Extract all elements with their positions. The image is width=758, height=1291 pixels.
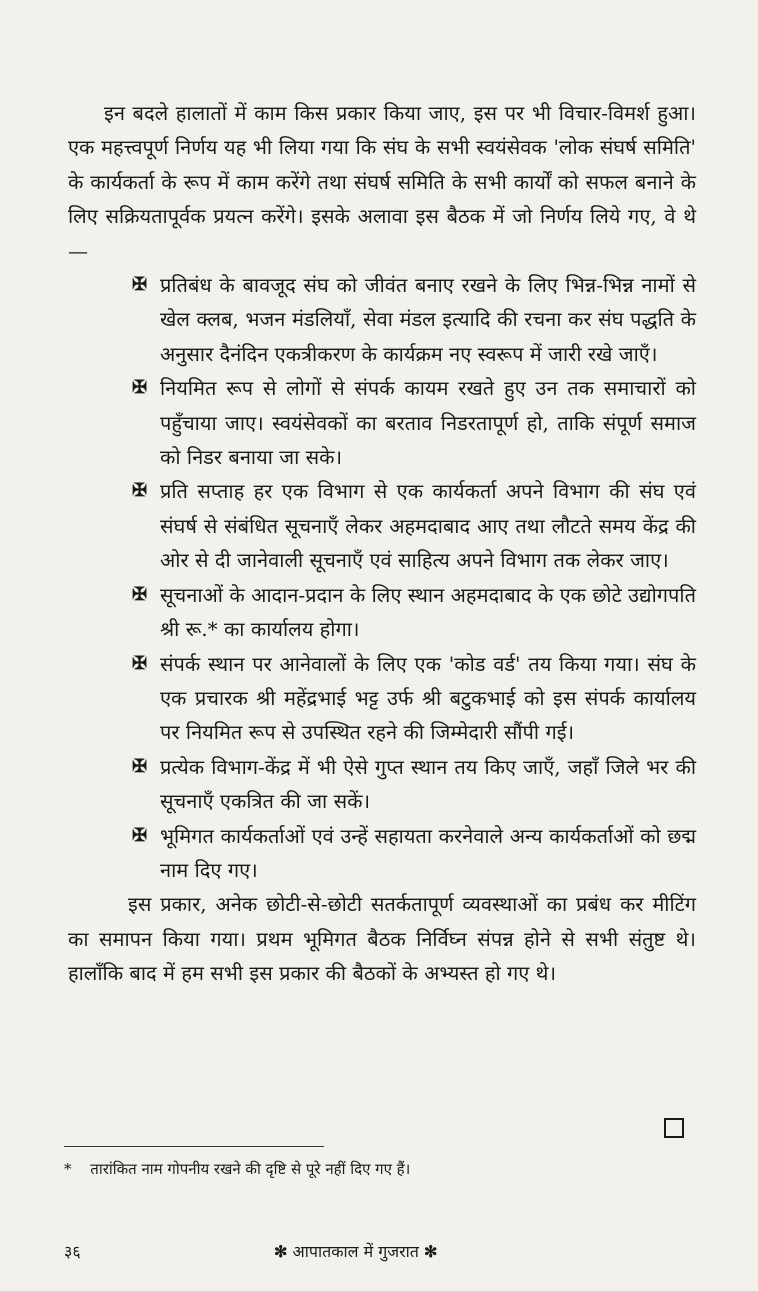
intro-paragraph: इन बदले हालातों में काम किस प्रकार किया जाए, इस पर भी विचार-विमर्श हुआ। एक महत्त्वपूर्ण निर्णय यह भी लिया गया कि संघ के सभी स्वयंसेवक 'लोक संघर्ष समिति' के कार्यकर्ता के रूप में काम करेंगे तथा संघर्ष समिति के सभी कार्यों को सफल बनाने के लिए सक्रियतापूर्वक प्रयत्न करेंगे। इसके अलावा इस बैठक में जो निर्णय लिये गए, वे थे— xyxy=(68,101,696,263)
maltese-cross-icon: ✠ xyxy=(132,755,148,777)
page-number: ३६ xyxy=(64,1242,81,1261)
list-item xyxy=(68,268,696,371)
maltese-cross-icon: ✠ xyxy=(132,583,148,605)
footnote xyxy=(64,1158,410,1180)
list-item xyxy=(68,819,696,888)
maltese-cross-icon: ✠ xyxy=(132,824,148,846)
list-item-text: प्रति सप्ताह हर एक विभाग से एक कार्यकर्ता अपने विभाग की संघ एवं संघर्ष से संबंधित सूचनाएँ लेकर अहमदाबाद आए तथा लौटते समय केंद्र की ओर से दी जानेवाली सूचनाएँ एवं साहित्य अपने विभाग तक लेकर जाए। xyxy=(160,479,696,573)
decision-list xyxy=(68,268,696,887)
closing-paragraph: इस प्रकार, अनेक छोटी-से-छोटी सतर्कतापूर्ण व्यवस्थाओं का प्रबंध कर मीटिंग का समापन किया गया। प्रथम भूमिगत बैठक निर्विघ्न संपन्न होने से सभी संतुष्ट थे। हालाँकि बाद में हम सभी इस प्रकार की बैठकों के अभ्यस्त हो गए थे। xyxy=(68,892,696,986)
footnote-marker: * xyxy=(64,1160,72,1178)
main-text xyxy=(68,96,696,991)
end-of-section-square-icon xyxy=(664,1118,684,1138)
list-item-text: नियमित रूप से लोगों से संपर्क कायम रखते हुए उन तक समाचारों को पहुँचाया जाए। स्वयंसेवकों का बरताव निडरतापूर्ण हो, ताकि संपूर्ण समाज को निडर बनाया जा सके। xyxy=(160,376,696,470)
maltese-cross-icon: ✠ xyxy=(132,652,148,674)
running-footer xyxy=(274,1240,437,1262)
list-item-text: सूचनाओं के आदान-प्रदान के लिए स्थान अहमदाबाद के एक छोटे उद्योगपति श्री रू.* का कार्यालय होगा। xyxy=(160,582,696,642)
list-item xyxy=(68,474,696,577)
footnote-text: तारांकित नाम गोपनीय रखने की दृष्टि से पूरे नहीं दिए गए हैं। xyxy=(90,1160,411,1178)
list-item xyxy=(68,647,696,750)
footnote-divider xyxy=(64,1146,324,1147)
maltese-cross-icon: ✠ xyxy=(132,377,148,399)
asterisk-ornament-icon: ✻ xyxy=(424,1242,438,1261)
asterisk-ornament-icon: ✻ xyxy=(274,1242,288,1261)
maltese-cross-icon: ✠ xyxy=(132,274,148,296)
book-title: आपातकाल में गुजरात xyxy=(292,1242,419,1261)
list-item-text: प्रत्येक विभाग-केंद्र में भी ऐसे गुप्त स्थान तय किए जाएँ, जहाँ जिले भर की सूचनाएँ एकत्रित की जा सकें। xyxy=(160,754,696,814)
list-item xyxy=(68,750,696,819)
maltese-cross-icon: ✠ xyxy=(132,480,148,502)
list-item-text: प्रतिबंध के बावजूद संघ को जीवंत बनाए रखने के लिए भिन्न-भिन्न नामों से खेल क्लब, भजन मंडलियाँ, सेवा मंडल इत्यादि की रचना कर संघ पद्धति के अनुसार दैनंदिन एकत्रीकरण के कार्यक्रम नए स्वरूप में जारी रखे जाएँ। xyxy=(160,273,696,366)
list-item-text: संपर्क स्थान पर आनेवालों के लिए एक 'कोड वर्ड' तय किया गया। संघ के एक प्रचारक श्री महेंद्रभाई भट्ट उर्फ श्री बटुकभाई को इस संपर्क कार्यालय पर नियमित रूप से उपस्थित रहने की जिम्मेदारी सौंपी गई। xyxy=(160,651,696,745)
list-item xyxy=(68,578,696,647)
list-item xyxy=(68,371,696,474)
list-item-text: भूमिगत कार्यकर्ताओं एवं उन्हें सहायता करनेवाले अन्य कार्यकर्ताओं को छद्म नाम दिए गए। xyxy=(160,823,696,882)
